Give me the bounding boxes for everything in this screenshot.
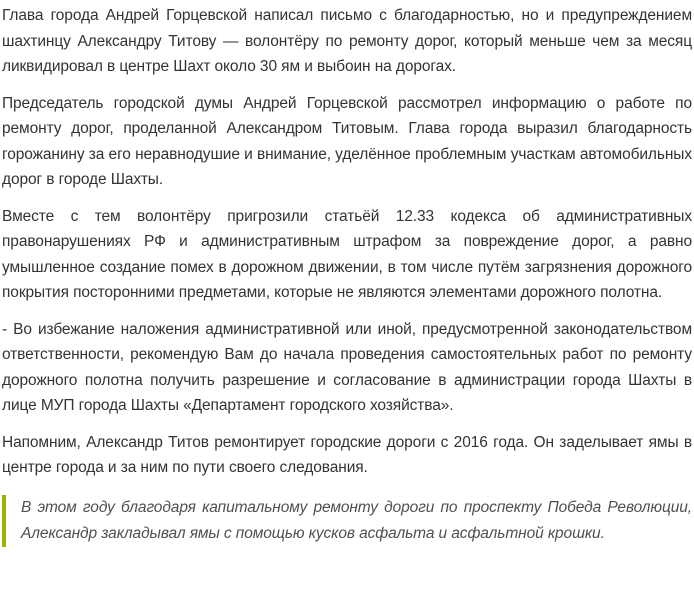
article-paragraph: Напомним, Александр Титов ремонтирует городские дороги с 2016 года. Он заделывает ямы в центре города и за ним по пути своего следования. — [2, 433, 692, 476]
quote-text: В этом году благодаря капитальному ремонту дороги по проспекту Победа Революции, Александр закладывал ямы с помощью кусков асфальта и асфальтной крошки. — [21, 498, 692, 542]
quote-block — [2, 495, 692, 547]
article-paragraph: Глава города Андрей Горцевской написал письмо с благодарностью, но и предупреждением шахтинцу Александру Титову — волонтёру по ремонту дорог, который меньше чем за месяц ликвидировал в центре Шахт около 30 ям и выбоин на дорогах. — [2, 7, 692, 75]
article-paragraph: Вместе с тем волонтёру пригрозили статьёй 12.33 кодекса об административных правонарушениях РФ и административным штрафом за повреждение дорог, а равно умышленное создание помех в дорожном движении, в том числе путём загрязнения дорожного покрытия посторонними предметами, которые не являются элементами дорожного полотна. — [2, 207, 692, 301]
article-paragraph: - Во избежание наложения административной или иной, предусмотренной законодательством ответственности, рекомендую Вам до начала проведения самостоятельных работ по ремонту дорожного полотна получить разрешение и согласование в администрации города Шахты в лице МУП города Шахты «Департамент городского хозяйства». — [2, 320, 692, 414]
article-paragraph: Председатель городской думы Андрей Горцевской рассмотрел информацию о работе по ремонту дорог, проделанной Александром Титовым. Глава города выразил благодарность горожанину за его неравнодушие и внимание, уделённое проблемным участкам автомобильных дорог в городе Шахты. — [2, 94, 692, 188]
